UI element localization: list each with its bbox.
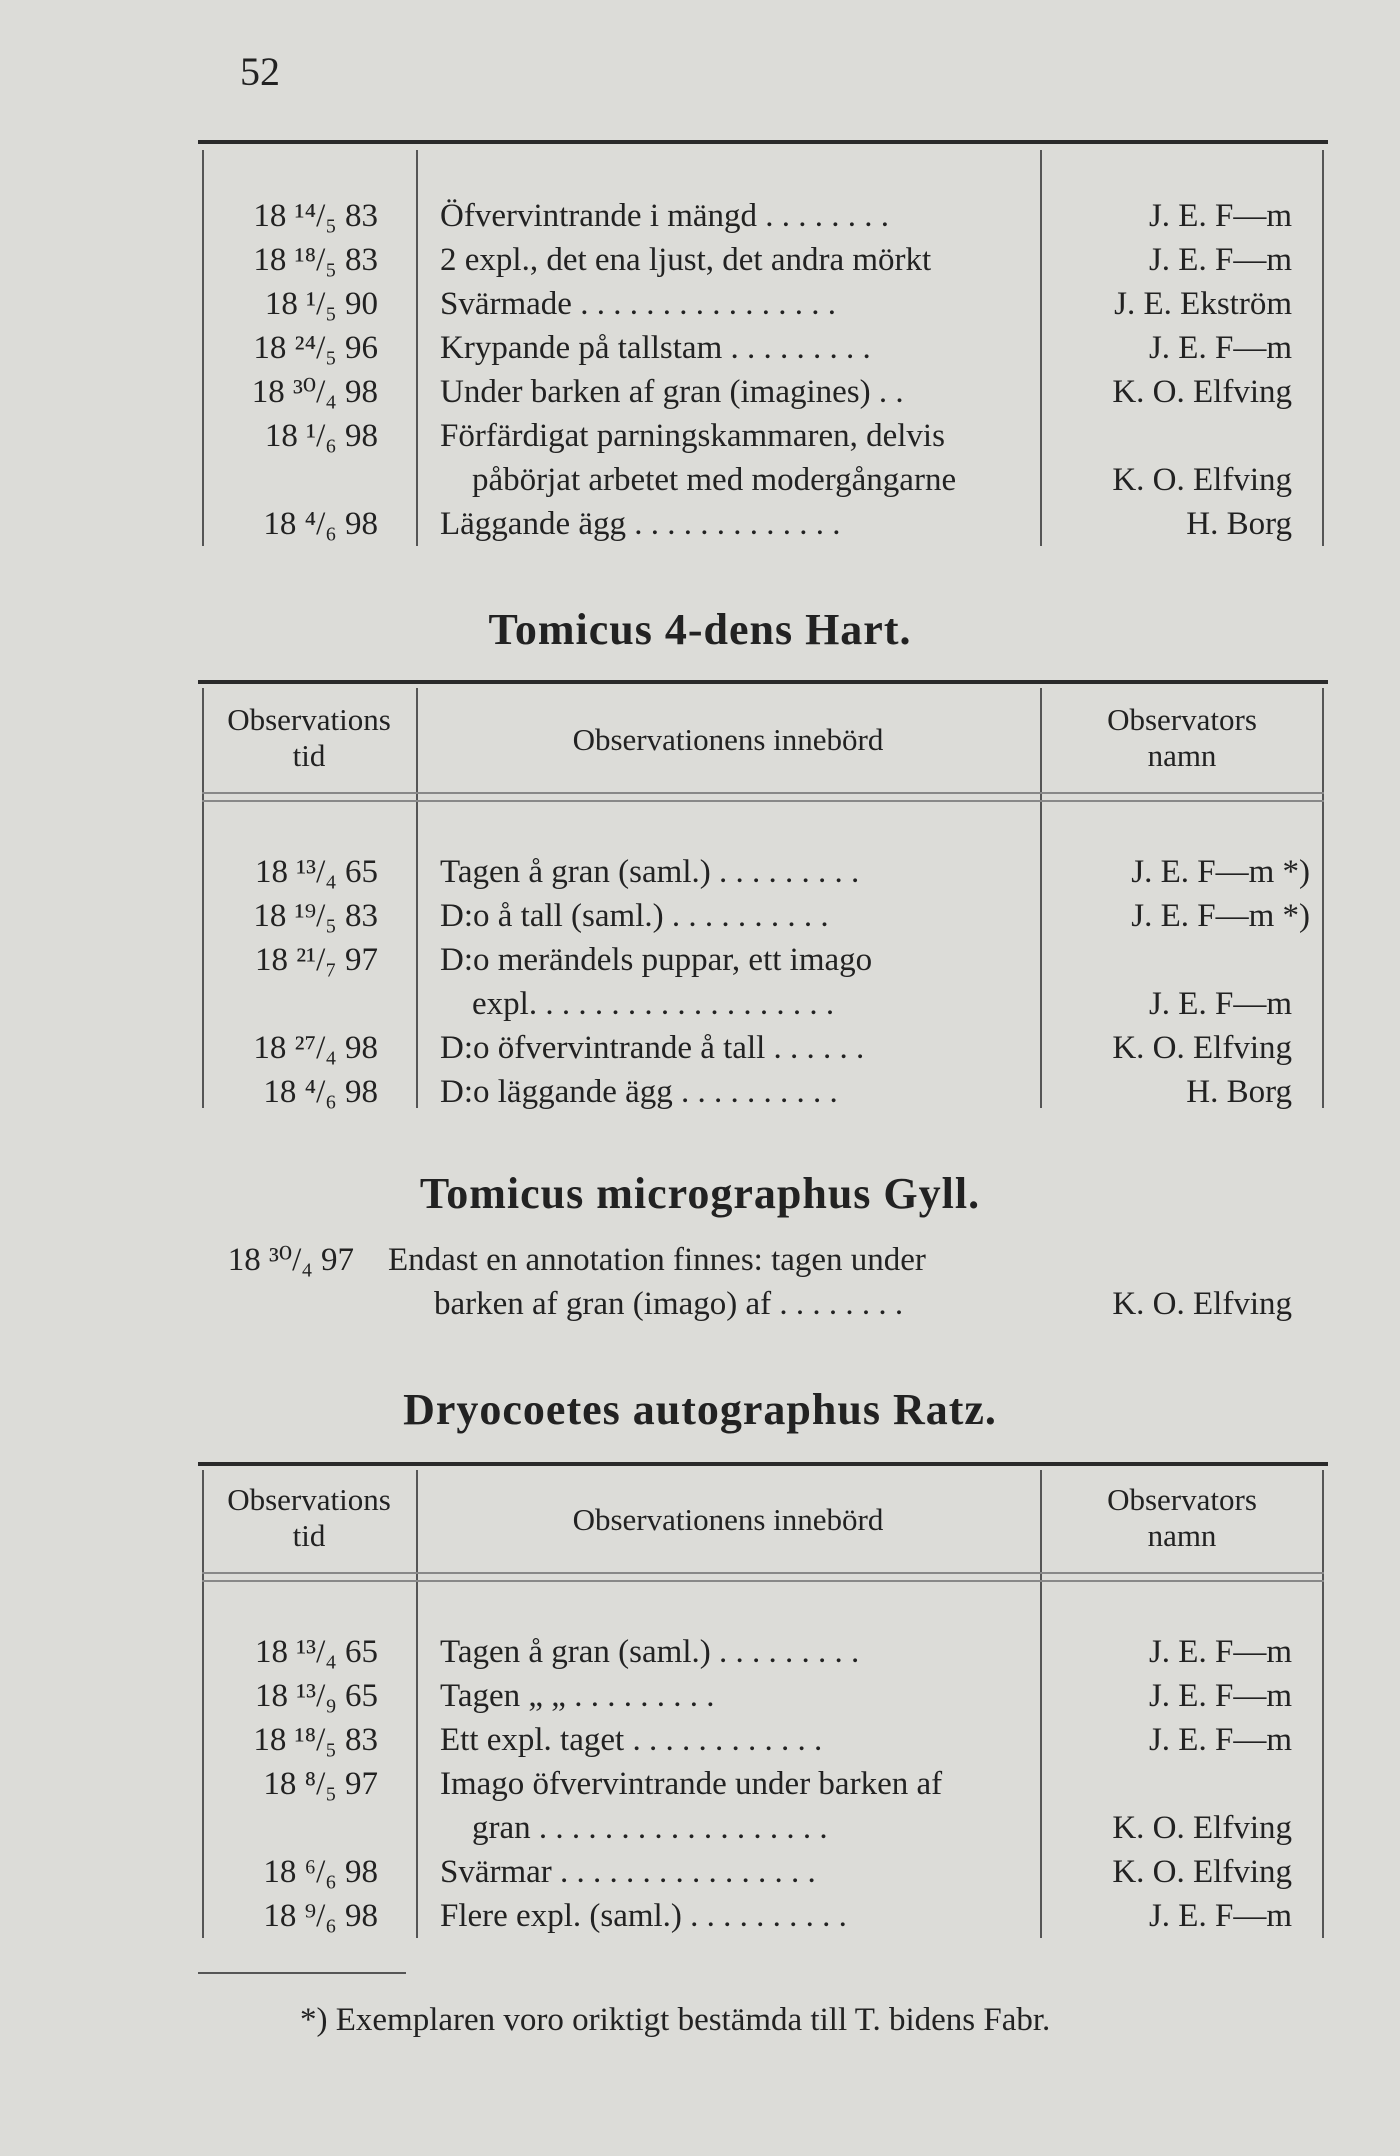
row-date: 18 ¹³/₄ 65	[255, 1634, 378, 1670]
row-observation: expl. . . . . . . . . . . . . . . . . . .	[472, 986, 835, 1022]
annotation-text: barken af gran (imago) af . . . . . . . .	[434, 1286, 904, 1322]
header-text: tid	[292, 1518, 326, 1553]
table-row	[0, 850, 1400, 894]
row-observer: J. E. F—m	[1148, 198, 1292, 234]
header-text: tid	[292, 738, 326, 773]
table-row	[0, 1850, 1400, 1894]
table-row	[0, 1070, 1400, 1114]
row-observation: Tagen å gran (saml.) . . . . . . . . .	[440, 1634, 860, 1670]
row-observation: Svärmade . . . . . . . . . . . . . . . .	[440, 286, 836, 322]
table-row	[0, 1674, 1400, 1718]
annotation-observer: K. O. Elfving	[1112, 1286, 1292, 1322]
row-observer: J. E. F—m	[1148, 1678, 1292, 1714]
page-number: 52	[240, 49, 280, 94]
header-observation-time	[204, 702, 414, 774]
footnote-rule	[198, 1972, 406, 1974]
row-observer: J. E. F—m	[1148, 330, 1292, 366]
row-observation: D:o läggande ägg . . . . . . . . . .	[440, 1074, 838, 1110]
table4-top-rule	[198, 1462, 1328, 1466]
row-observer: K. O. Elfving	[1112, 1030, 1292, 1066]
row-date: 18 ²⁴/₅ 96	[253, 330, 378, 366]
table-row	[0, 1026, 1400, 1070]
row-observation: Tagen å gran (saml.) . . . . . . . . .	[440, 854, 860, 890]
annotation-line	[0, 1282, 1400, 1326]
header-text: namn	[1147, 1518, 1217, 1553]
row-date: 18 ²⁷/₄ 98	[253, 1030, 378, 1066]
table2-top-rule	[198, 680, 1328, 684]
table-row	[0, 894, 1400, 938]
row-observer: J. E. F—m *)	[1131, 898, 1310, 934]
header-text: Observations	[227, 702, 391, 737]
row-date: 18 ¹⁸/₅ 83	[253, 242, 378, 278]
table-row	[0, 1762, 1400, 1806]
annotation-text: Endast en annotation finnes: tagen under	[388, 1242, 926, 1278]
row-date: 18 ¹/₅ 90	[264, 286, 378, 322]
table-row	[0, 938, 1400, 982]
row-observer: H. Borg	[1186, 506, 1292, 542]
row-observation: Krypande på tallstam . . . . . . . . .	[440, 330, 871, 366]
header-observation-time	[204, 1482, 414, 1554]
table2-header-rule-2	[202, 800, 1324, 802]
row-observation: Ett expl. taget . . . . . . . . . . . .	[440, 1722, 823, 1758]
row-date: 18 ¹³/₉ 65	[255, 1678, 378, 1714]
row-observation: Under barken af gran (imagines) . .	[440, 374, 904, 410]
row-observer: K. O. Elfving	[1112, 462, 1292, 498]
row-date: 18 ⁴/₆ 98	[263, 506, 378, 542]
table-row	[0, 1806, 1400, 1850]
row-observation: påbörjat arbetet med modergångarne	[472, 462, 957, 498]
table4-header-rule-2	[202, 1580, 1324, 1582]
row-observer: J. E. Ekström	[1114, 286, 1292, 322]
row-observation: 2 expl., det ena ljust, det andra mörkt	[440, 242, 932, 278]
row-observation: D:o öfvervintrande å tall . . . . . .	[440, 1030, 865, 1066]
table-row	[0, 1894, 1400, 1938]
header-text: Observations	[227, 1482, 391, 1517]
row-observer: H. Borg	[1186, 1074, 1292, 1110]
annotation-date: 18 ³⁰/₄ 97	[227, 1242, 354, 1278]
row-observation: D:o å tall (saml.) . . . . . . . . . .	[440, 898, 829, 934]
row-date: 18 ⁸/₅ 97	[263, 1766, 378, 1802]
row-observer: J. E. F—m	[1148, 1898, 1292, 1934]
row-observation: Imago öfvervintrande under barken af	[440, 1766, 943, 1802]
table4-header-rule	[202, 1572, 1324, 1574]
table-row	[0, 370, 1400, 414]
table-row	[0, 982, 1400, 1026]
table2-header-rule	[202, 792, 1324, 794]
header-observer-name	[1042, 702, 1322, 774]
row-observation: Öfvervintrande i mängd . . . . . . . .	[440, 198, 890, 234]
row-observer: K. O. Elfving	[1112, 1854, 1292, 1890]
section-title-tomicus-micrographus: Tomicus micrographus Gyll.	[419, 1169, 981, 1218]
row-date: 18 ¹⁸/₅ 83	[253, 1722, 378, 1758]
row-date: 18 ¹³/₄ 65	[255, 854, 378, 890]
header-text: Observators	[1107, 1482, 1257, 1517]
row-observation: D:o merändels puppar, ett imago	[440, 942, 873, 978]
row-date: 18 ⁹/₆ 98	[263, 1898, 378, 1934]
row-observer: J. E. F—m *)	[1131, 854, 1310, 890]
row-observation: Förfärdigat parningskammaren, delvis	[440, 418, 945, 454]
row-date: 18 ¹/₆ 98	[264, 418, 378, 454]
section-title-dryocoetes-autographus: Dryocoetes autographus Ratz.	[403, 1385, 997, 1434]
footnote: *) Exemplaren voro oriktigt bestämda till T. bidens Fabr.	[300, 2002, 1051, 2038]
table-row	[0, 238, 1400, 282]
row-observer: J. E. F—m	[1148, 1634, 1292, 1670]
row-observation: gran . . . . . . . . . . . . . . . . . .	[472, 1810, 828, 1846]
section-title-tomicus-4-dens: Tomicus 4-dens Hart.	[488, 605, 912, 654]
header-observation-content: Observationens innebörd	[572, 722, 884, 757]
row-date: 18 ¹⁴/₅ 83	[253, 198, 378, 234]
table-row	[0, 326, 1400, 370]
table-row	[0, 414, 1400, 458]
row-observation: Tagen „ „ . . . . . . . . .	[440, 1678, 715, 1714]
row-date: 18 ³⁰/₄ 98	[251, 374, 378, 410]
row-observer: K. O. Elfving	[1112, 1810, 1292, 1846]
table-row	[0, 1718, 1400, 1762]
header-observation-content: Observationens innebörd	[572, 1502, 884, 1537]
row-observer: J. E. F—m	[1148, 986, 1292, 1022]
row-date: 18 ²¹/₇ 97	[255, 942, 378, 978]
table-row	[0, 194, 1400, 238]
top-rule	[198, 140, 1328, 144]
table-row	[0, 282, 1400, 326]
row-observer: K. O. Elfving	[1112, 374, 1292, 410]
row-date: 18 ⁶/₆ 98	[263, 1854, 378, 1890]
row-observation: Svärmar . . . . . . . . . . . . . . . .	[440, 1854, 816, 1890]
row-date: 18 ¹⁹/₅ 83	[253, 898, 378, 934]
table-row	[0, 458, 1400, 502]
row-observer: J. E. F—m	[1148, 1722, 1292, 1758]
row-date: 18 ⁴/₆ 98	[263, 1074, 378, 1110]
row-observer: J. E. F—m	[1148, 242, 1292, 278]
header-observer-name	[1042, 1482, 1322, 1554]
row-observation: Flere expl. (saml.) . . . . . . . . . .	[440, 1898, 847, 1934]
table-row	[0, 1630, 1400, 1674]
annotation-line	[0, 1238, 1400, 1282]
header-text: namn	[1147, 738, 1217, 773]
header-text: Observators	[1107, 702, 1257, 737]
row-observation: Läggande ägg . . . . . . . . . . . . .	[440, 506, 841, 542]
table-row	[0, 502, 1400, 546]
